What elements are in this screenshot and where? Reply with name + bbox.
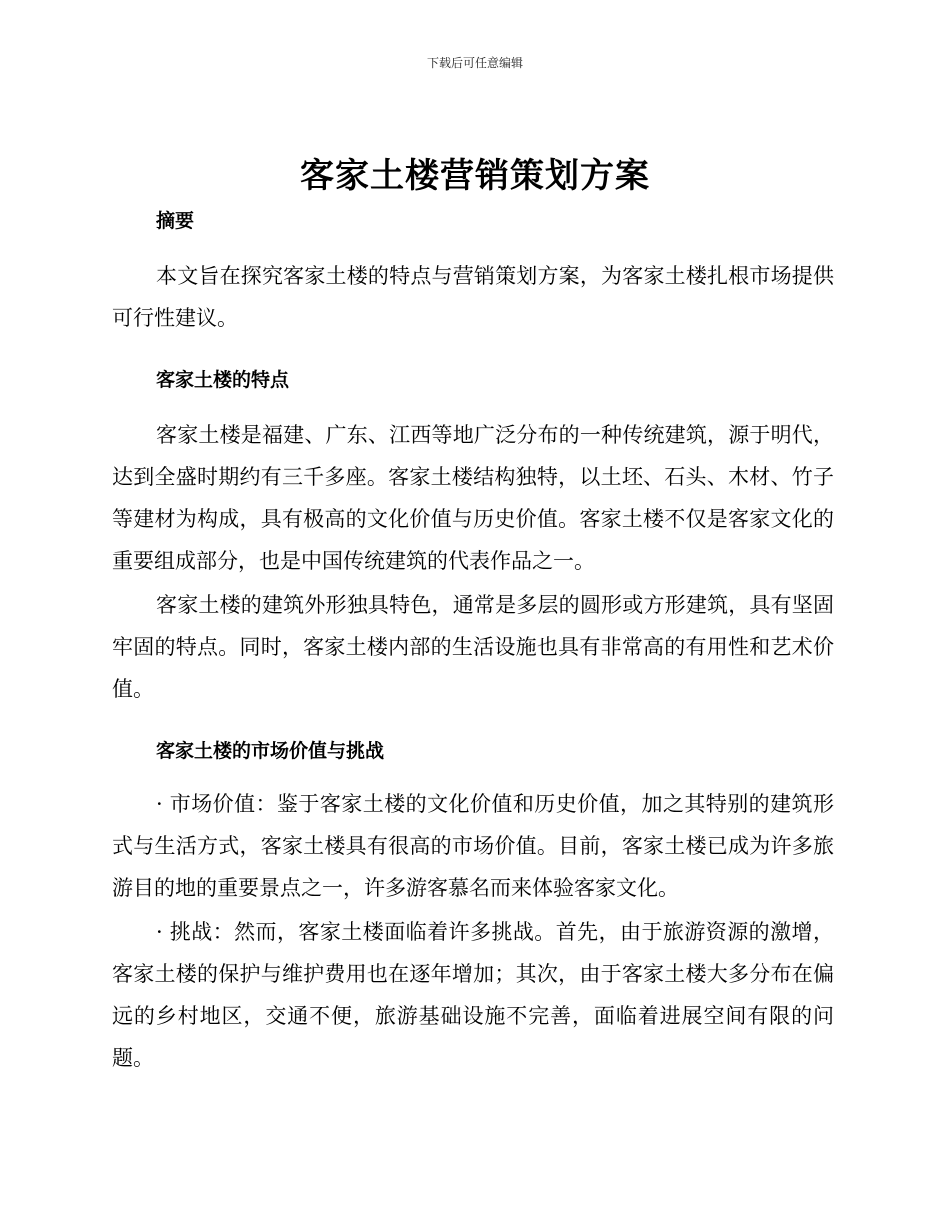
document-body: [112, 202, 834, 1079]
document-title: 客家土楼营销策划方案: [300, 156, 650, 196]
features-paragraph-2: 客家土楼的建筑外形独具特色，通常是多层的圆形或方形建筑，具有坚固牢固的特点。同时，客家土楼内部的生活设施也具有非常高的有用性和艺术价值。: [112, 593, 834, 701]
abstract-heading: 摘要: [156, 210, 195, 232]
challenge-bullet: · 挑战：然而，客家土楼面临着许多挑战。首先，由于旅游资源的激增，客家土楼的保护与维护费用也在逐年增加；其次，由于客家土楼大多分布在偏远的乡村地区，交通不便，旅游基础设施不完善，面临着进展空间有限的问题。: [112, 920, 834, 1070]
section-heading-market: 客家土楼的市场价值与挑战: [156, 740, 385, 762]
features-paragraph-1: 客家土楼是福建、广东、江西等地广泛分布的一种传统建筑，源于明代，达到全盛时期约有三千多座。客家土楼结构独特，以土坯、石头、木材、竹子等建材为构成，具有极高的文化价值与历史价值。客家土楼不仅是客家文化的重要组成部分，也是中国传统建筑的代表作品之一。: [112, 423, 834, 573]
page-header: 下载后可任意编辑: [426, 56, 523, 70]
abstract-paragraph: 本文旨在探究客家土楼的特点与营销策划方案，为客家土楼扎根市场提供可行性建议。: [112, 264, 834, 330]
section-heading-features: 客家土楼的特点: [156, 369, 290, 391]
market-value-bullet: · 市场价值：鉴于客家土楼的文化价值和历史价值，加之其特别的建筑形式与生活方式，客家土楼具有很高的市场价值。目前，客家土楼已成为许多旅游目的地的重要景点之一，许多游客慕名而来体验客家文化。: [112, 792, 834, 900]
